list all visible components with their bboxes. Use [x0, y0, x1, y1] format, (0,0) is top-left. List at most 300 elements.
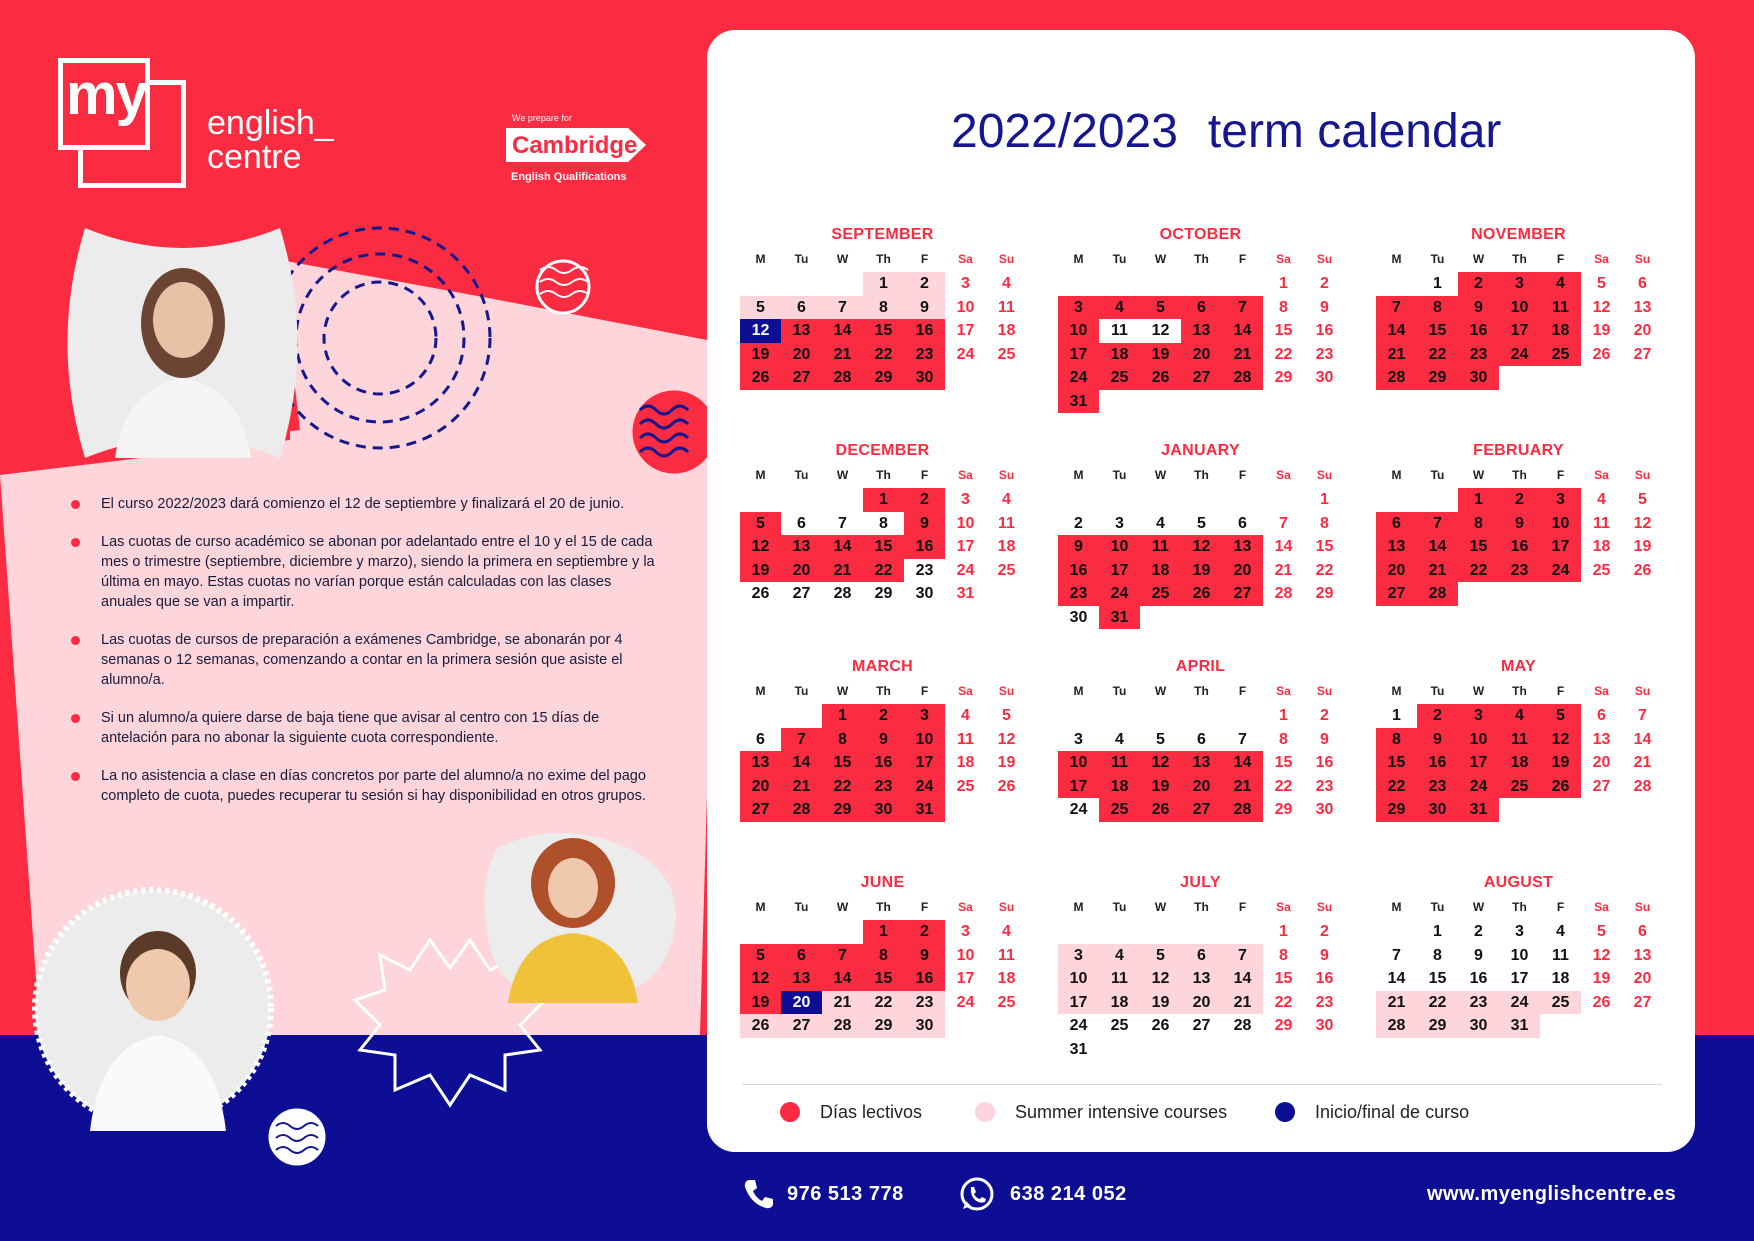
- weekday-header: F: [920, 684, 929, 698]
- weekday-header: Sa: [1594, 468, 1609, 482]
- footer-website[interactable]: www.myenglishcentre.es: [1427, 1183, 1677, 1205]
- weekday-header: W: [836, 900, 849, 914]
- day-cell: 17: [956, 322, 975, 339]
- day-cell: 31: [904, 798, 945, 822]
- day-cell: 27: [1592, 777, 1611, 795]
- day-cell: 7: [838, 514, 847, 532]
- weekday-header: F: [1556, 252, 1565, 266]
- day-cell: 1: [822, 704, 863, 728]
- day-cell: 30: [1458, 366, 1499, 390]
- weekday-header: Su: [1634, 252, 1651, 266]
- day-cell: 11: [998, 514, 1015, 532]
- weekday-header: Sa: [958, 468, 973, 482]
- day-cell: 3: [961, 275, 970, 292]
- day-cell: 10: [1540, 512, 1581, 536]
- day-cell: 12: [1592, 946, 1611, 964]
- day-cell: 16: [1417, 751, 1458, 775]
- day-cell: 23: [1315, 345, 1334, 363]
- day-cell: 7: [1417, 512, 1458, 536]
- day-cell: 9: [1320, 298, 1329, 316]
- day-cell: 25: [997, 345, 1016, 363]
- calendar-title: 2022/2023 term calendar: [951, 105, 1502, 158]
- day-cell: 27: [1633, 345, 1652, 363]
- day-cell: 6: [1238, 514, 1247, 532]
- day-cell: 31: [956, 585, 975, 602]
- day-cell: 11: [1499, 728, 1540, 752]
- day-cell: 31: [1099, 606, 1140, 630]
- day-cell: 18: [956, 754, 975, 771]
- photo-boy-surprised: [30, 885, 276, 1131]
- day-cell: 10: [1510, 946, 1529, 964]
- day-cell: 22: [1376, 775, 1417, 799]
- logo-mark: my: [66, 62, 146, 127]
- month-name: SEPTEMBER: [831, 226, 934, 243]
- day-cell: 12: [1151, 322, 1170, 339]
- day-cell: 5: [740, 512, 781, 536]
- day-cell: 19: [1140, 775, 1181, 799]
- day-cell: 18: [1099, 775, 1140, 799]
- day-cell: 27: [792, 585, 811, 602]
- day-cell: 30: [915, 585, 934, 602]
- day-cell: 10: [1499, 296, 1540, 320]
- day-cell: 25: [1499, 775, 1540, 799]
- weekday-header: Su: [998, 900, 1015, 914]
- day-cell: 8: [1433, 946, 1442, 964]
- month-name: FEBRUARY: [1473, 442, 1564, 459]
- day-cell: 28: [822, 1014, 863, 1038]
- day-cell: 11: [1593, 514, 1610, 532]
- month-name: APRIL: [1175, 658, 1226, 675]
- day-cell: 29: [874, 585, 893, 602]
- day-cell: 12: [1181, 535, 1222, 559]
- day-cell: 13: [1633, 946, 1652, 964]
- day-cell: 27: [1222, 582, 1263, 606]
- day-cell: 30: [1315, 369, 1334, 386]
- weekday-header: Su: [1316, 684, 1333, 698]
- day-cell: 27: [1181, 366, 1222, 390]
- day-cell: 23: [1315, 993, 1334, 1011]
- day-cell: 15: [1417, 319, 1458, 343]
- day-cell: 30: [904, 366, 945, 390]
- day-cell: 8: [1279, 298, 1288, 316]
- day-cell: 14: [1222, 319, 1263, 343]
- day-cell: 2: [904, 920, 945, 944]
- day-cell: 31: [1058, 390, 1099, 414]
- day-cell: 21: [822, 343, 863, 367]
- day-cell: 29: [1417, 1014, 1458, 1038]
- day-cell: 8: [1458, 512, 1499, 536]
- day-cell: 4: [1002, 491, 1011, 508]
- day-cell: 23: [1417, 775, 1458, 799]
- day-cell: 11: [1140, 535, 1181, 559]
- weekday-header: Su: [1316, 900, 1333, 914]
- day-cell: 5: [1156, 730, 1165, 748]
- day-cell: 24: [1058, 366, 1099, 390]
- weekday-header: F: [1238, 684, 1247, 698]
- day-cell: 7: [1279, 514, 1288, 532]
- day-cell: 6: [1181, 944, 1222, 968]
- day-cell: 14: [1387, 970, 1406, 987]
- day-cell: 25: [1099, 366, 1140, 390]
- day-cell: 30: [1315, 1017, 1334, 1034]
- bullet-dot: [71, 772, 80, 781]
- day-cell: 29: [863, 366, 904, 390]
- day-cell: 12: [740, 535, 781, 559]
- day-cell: 22: [1274, 993, 1293, 1011]
- day-cell: 14: [781, 751, 822, 775]
- day-cell: 15: [822, 751, 863, 775]
- day-cell: 14: [822, 535, 863, 559]
- day-cell: 21: [1222, 343, 1263, 367]
- weekday-header: Th: [876, 900, 891, 914]
- day-cell: 23: [1458, 343, 1499, 367]
- day-cell: 2: [1320, 707, 1329, 724]
- day-cell: 20: [1633, 970, 1652, 987]
- day-cell: 25: [1540, 343, 1581, 367]
- day-cell: 28: [1417, 582, 1458, 606]
- day-cell: 13: [781, 967, 822, 991]
- day-cell: 17: [956, 538, 975, 555]
- day-cell: 14: [1222, 751, 1263, 775]
- weekday-header: Su: [998, 684, 1015, 698]
- day-cell: 15: [863, 319, 904, 343]
- legend-dot-summer: [975, 1102, 995, 1122]
- weekday-header: M: [1391, 252, 1402, 266]
- day-cell: 16: [1469, 970, 1488, 987]
- day-cell: 24: [1099, 582, 1140, 606]
- day-cell: 21: [1417, 559, 1458, 583]
- day-cell: 19: [1592, 970, 1611, 987]
- day-cell: 10: [1058, 967, 1099, 991]
- day-cell: 2: [1417, 704, 1458, 728]
- weekday-header: W: [836, 684, 849, 698]
- day-cell: 23: [915, 561, 934, 579]
- day-cell: 20: [781, 343, 822, 367]
- day-cell: 4: [1002, 923, 1011, 940]
- day-cell: 29: [863, 1014, 904, 1038]
- weekday-header: W: [1472, 252, 1485, 266]
- bullet-dot: [71, 636, 80, 645]
- weekday-header: Th: [1512, 468, 1527, 482]
- weekday-header: M: [755, 684, 766, 698]
- day-cell: 13: [1181, 319, 1222, 343]
- day-cell: 5: [740, 944, 781, 968]
- day-cell: 21: [1376, 343, 1417, 367]
- day-cell: 8: [822, 728, 863, 752]
- month-name: AUGUST: [1483, 874, 1554, 891]
- day-cell: 9: [1058, 535, 1099, 559]
- weekday-header: M: [1073, 252, 1084, 266]
- weekday-header: W: [836, 252, 849, 266]
- weekday-header: Th: [1512, 900, 1527, 914]
- day-cell: 9: [1320, 730, 1329, 748]
- month-name: OCTOBER: [1159, 226, 1242, 243]
- day-cell: 4: [1597, 491, 1606, 508]
- day-cell: 2: [863, 704, 904, 728]
- weekday-header: W: [1472, 900, 1485, 914]
- day-cell: 6: [1597, 707, 1606, 724]
- day-cell: 2: [904, 488, 945, 512]
- day-cell: 20: [1376, 559, 1417, 583]
- day-cell: 27: [1181, 798, 1222, 822]
- cambridge-subtitle: English Qualifications: [511, 171, 627, 183]
- weekday-header: Su: [1634, 684, 1651, 698]
- photo-girl-curly: [478, 828, 683, 1008]
- weekday-header: Tu: [1112, 252, 1127, 266]
- day-cell: 17: [1099, 559, 1140, 583]
- logo-text: english_ centre: [207, 104, 334, 176]
- day-cell: 29: [1315, 585, 1334, 602]
- weekday-header: Sa: [958, 900, 973, 914]
- day-cell: 7: [1222, 296, 1263, 320]
- day-cell: 31: [1499, 1014, 1540, 1038]
- day-cell: 13: [1376, 535, 1417, 559]
- day-cell: 8: [1376, 728, 1417, 752]
- day-cell: 10: [956, 298, 975, 316]
- day-cell: 19: [1140, 991, 1181, 1015]
- day-cell: 5: [1002, 707, 1011, 724]
- day-cell: 26: [1540, 775, 1581, 799]
- day-cell: 27: [1192, 1017, 1211, 1034]
- phone-icon: [743, 1178, 775, 1210]
- day-cell: 12: [1540, 728, 1581, 752]
- day-cell: 2: [1474, 923, 1483, 940]
- day-cell: 26: [1151, 1017, 1170, 1034]
- weekday-header: Sa: [1594, 252, 1609, 266]
- day-cell: 15: [863, 967, 904, 991]
- day-cell: 27: [740, 798, 781, 822]
- day-cell: 29: [1274, 1017, 1293, 1034]
- day-cell: 22: [1417, 991, 1458, 1015]
- day-cell: 17: [1510, 970, 1529, 987]
- weekday-header: Sa: [958, 684, 973, 698]
- bullet-dot: [71, 714, 80, 723]
- day-cell: 22: [1315, 561, 1334, 579]
- footer-phone[interactable]: 976 513 778: [787, 1183, 904, 1205]
- info-item: Las cuotas de cursos de preparación a exámenes Cambridge, se abonarán por 4 semanas o 12 semanas, comenzando a contar en la primera sesión que asiste el alumno/a.: [70, 630, 660, 690]
- day-cell: 16: [863, 751, 904, 775]
- day-cell: 21: [1222, 775, 1263, 799]
- day-cell: 3: [1458, 704, 1499, 728]
- day-cell: 2: [1320, 923, 1329, 940]
- day-cell: 23: [1315, 777, 1334, 795]
- day-cell: 28: [833, 585, 852, 602]
- day-cell: 23: [863, 775, 904, 799]
- day-cell: 2: [1458, 272, 1499, 296]
- day-cell: 6: [1197, 730, 1206, 748]
- day-cell: 30: [904, 1014, 945, 1038]
- weekday-header: Th: [1194, 684, 1209, 698]
- day-cell: 6: [1376, 512, 1417, 536]
- weekday-header: Tu: [794, 900, 809, 914]
- day-cell: 18: [1140, 559, 1181, 583]
- day-cell: 24: [956, 993, 975, 1011]
- weekday-header: F: [1238, 252, 1247, 266]
- day-cell: 1: [863, 488, 904, 512]
- weekday-header: M: [1391, 468, 1402, 482]
- day-cell: 16: [1058, 559, 1099, 583]
- day-cell: 26: [1181, 582, 1222, 606]
- month-name: DECEMBER: [835, 442, 930, 459]
- day-cell: 17: [1499, 319, 1540, 343]
- day-cell: 18: [1540, 319, 1581, 343]
- weekday-header: F: [920, 900, 929, 914]
- day-cell: 23: [1499, 559, 1540, 583]
- weekday-header: Th: [876, 252, 891, 266]
- whatsapp-icon: [958, 1175, 996, 1213]
- day-cell: 9: [1417, 728, 1458, 752]
- weekday-header: Th: [1512, 684, 1527, 698]
- weekday-header: W: [836, 468, 849, 482]
- day-cell: 7: [1376, 296, 1417, 320]
- day-cell: 25: [1540, 991, 1581, 1015]
- day-cell: 25: [997, 561, 1016, 579]
- day-cell: 1: [863, 920, 904, 944]
- day-cell: 9: [904, 944, 945, 968]
- day-cell: 5: [1140, 296, 1181, 320]
- day-cell: 14: [1222, 967, 1263, 991]
- weekday-header: Tu: [1112, 684, 1127, 698]
- info-item: Las cuotas de curso académico se abonan por adelantado entre el 10 y el 15 de cada mes o trimestre (septiembre, diciembre y marzo), siendo la primera en septiembre y la última en mayo. Estas cuotas no varían porque están calculadas con las clases anuales que se van a impartir.: [70, 532, 660, 612]
- day-cell: 9: [1458, 296, 1499, 320]
- day-cell: 15: [1274, 322, 1293, 339]
- weekday-header: M: [1073, 900, 1084, 914]
- day-cell: 12: [997, 730, 1016, 748]
- day-cell: 20: [1181, 775, 1222, 799]
- weekday-header: Tu: [1430, 684, 1445, 698]
- weekday-header: Sa: [1594, 900, 1609, 914]
- month-name: JULY: [1180, 874, 1221, 891]
- day-cell: 2: [904, 272, 945, 296]
- day-cell: 25: [997, 993, 1016, 1011]
- day-cell: 6: [1638, 923, 1647, 940]
- legend-dot-lectivos: [780, 1102, 800, 1122]
- day-cell: 18: [997, 322, 1016, 339]
- day-cell: 8: [863, 944, 904, 968]
- day-cell: 12: [1592, 298, 1611, 316]
- day-cell: 11: [1552, 946, 1569, 964]
- day-cell: 16: [1315, 754, 1334, 771]
- day-cell: 12: [1140, 751, 1181, 775]
- day-cell: 11: [957, 730, 974, 748]
- day-cell: 16: [904, 319, 945, 343]
- day-cell: 6: [1181, 296, 1222, 320]
- day-cell: 18: [1099, 991, 1140, 1015]
- weekday-header: Sa: [1276, 252, 1291, 266]
- weekday-header: F: [1556, 468, 1565, 482]
- day-cell: 30: [863, 798, 904, 822]
- day-cell: 24: [904, 775, 945, 799]
- day-cell: 18: [1499, 751, 1540, 775]
- day-cell: 15: [1458, 535, 1499, 559]
- day-cell: 22: [1274, 345, 1293, 363]
- day-cell: 16: [1315, 970, 1334, 987]
- cambridge-name: Cambridge: [512, 132, 638, 159]
- day-cell: 20: [781, 559, 822, 583]
- day-cell: 18: [1592, 538, 1611, 555]
- day-cell: 26: [1633, 561, 1652, 579]
- day-cell: 2: [1320, 275, 1329, 292]
- footer-whatsapp[interactable]: 638 214 052: [1010, 1183, 1127, 1205]
- day-cell: 30: [1315, 801, 1334, 818]
- day-cell: 28: [822, 366, 863, 390]
- weekday-header: M: [1073, 684, 1084, 698]
- day-cell: 29: [1274, 801, 1293, 818]
- month-name: JANUARY: [1161, 442, 1240, 459]
- day-cell: 18: [1099, 343, 1140, 367]
- day-cell: 5: [1597, 275, 1606, 292]
- day-cell: 4: [1099, 296, 1140, 320]
- weekday-header: Tu: [1430, 900, 1445, 914]
- day-cell: 1: [1320, 491, 1329, 508]
- day-cell: 29: [1376, 798, 1417, 822]
- day-cell: 29: [1274, 369, 1293, 386]
- day-cell: 13: [1181, 967, 1222, 991]
- weekday-header: Th: [876, 468, 891, 482]
- day-cell: 4: [1002, 275, 1011, 292]
- day-cell: 8: [1279, 946, 1288, 964]
- day-cell: 26: [997, 777, 1016, 795]
- day-cell: 12: [1633, 514, 1652, 532]
- weekday-header: Tu: [794, 468, 809, 482]
- day-cell: 7: [1392, 946, 1401, 964]
- weekday-header: M: [755, 900, 766, 914]
- day-cell: 14: [822, 319, 863, 343]
- day-cell: 23: [904, 991, 945, 1015]
- day-cell: 6: [781, 296, 822, 320]
- day-cell: 5: [1597, 923, 1606, 940]
- day-cell: 17: [1058, 991, 1099, 1015]
- day-cell: 21: [781, 775, 822, 799]
- day-cell: 22: [1274, 777, 1293, 795]
- day-cell: 11: [1099, 751, 1140, 775]
- day-cell: 20: [1181, 991, 1222, 1015]
- weekday-header: F: [920, 468, 929, 482]
- day-cell: 5: [1197, 514, 1206, 532]
- day-cell: 28: [781, 798, 822, 822]
- day-cell: 6: [781, 944, 822, 968]
- day-cell: 31: [1069, 1040, 1088, 1058]
- weekday-header: Th: [1194, 468, 1209, 482]
- day-cell: 8: [1417, 296, 1458, 320]
- day-cell: 10: [956, 946, 975, 964]
- day-cell: 4: [1556, 923, 1565, 940]
- day-cell: 6: [756, 730, 765, 748]
- day-cell: 28: [1633, 777, 1652, 795]
- day-cell: 10: [956, 514, 975, 532]
- day-cell: 3: [1058, 296, 1099, 320]
- day-cell: 31: [1458, 798, 1499, 822]
- weekday-header: Tu: [794, 684, 809, 698]
- day-cell: 16: [904, 535, 945, 559]
- day-cell: 17: [904, 751, 945, 775]
- day-cell: 1: [863, 272, 904, 296]
- day-cell: 2: [1499, 488, 1540, 512]
- day-cell: 24: [1540, 559, 1581, 583]
- day-cell: 16: [1458, 319, 1499, 343]
- weekday-header: W: [1154, 684, 1167, 698]
- weekday-header: F: [1556, 684, 1565, 698]
- day-cell: 25: [956, 777, 975, 795]
- info-item: La no asistencia a clase en días concretos por parte del alumno/a no exime del pago completo de cuota, puedes recuperar tu sesión si hay disponibilidad en otros grupos.: [70, 766, 660, 806]
- day-cell: 20: [781, 991, 822, 1015]
- day-cell: 22: [863, 559, 904, 583]
- day-cell: 15: [1428, 970, 1447, 987]
- day-cell: 2: [1074, 514, 1083, 532]
- day-cell: 17: [956, 970, 975, 987]
- day-cell: 16: [1315, 322, 1334, 339]
- day-cell: 1: [1458, 488, 1499, 512]
